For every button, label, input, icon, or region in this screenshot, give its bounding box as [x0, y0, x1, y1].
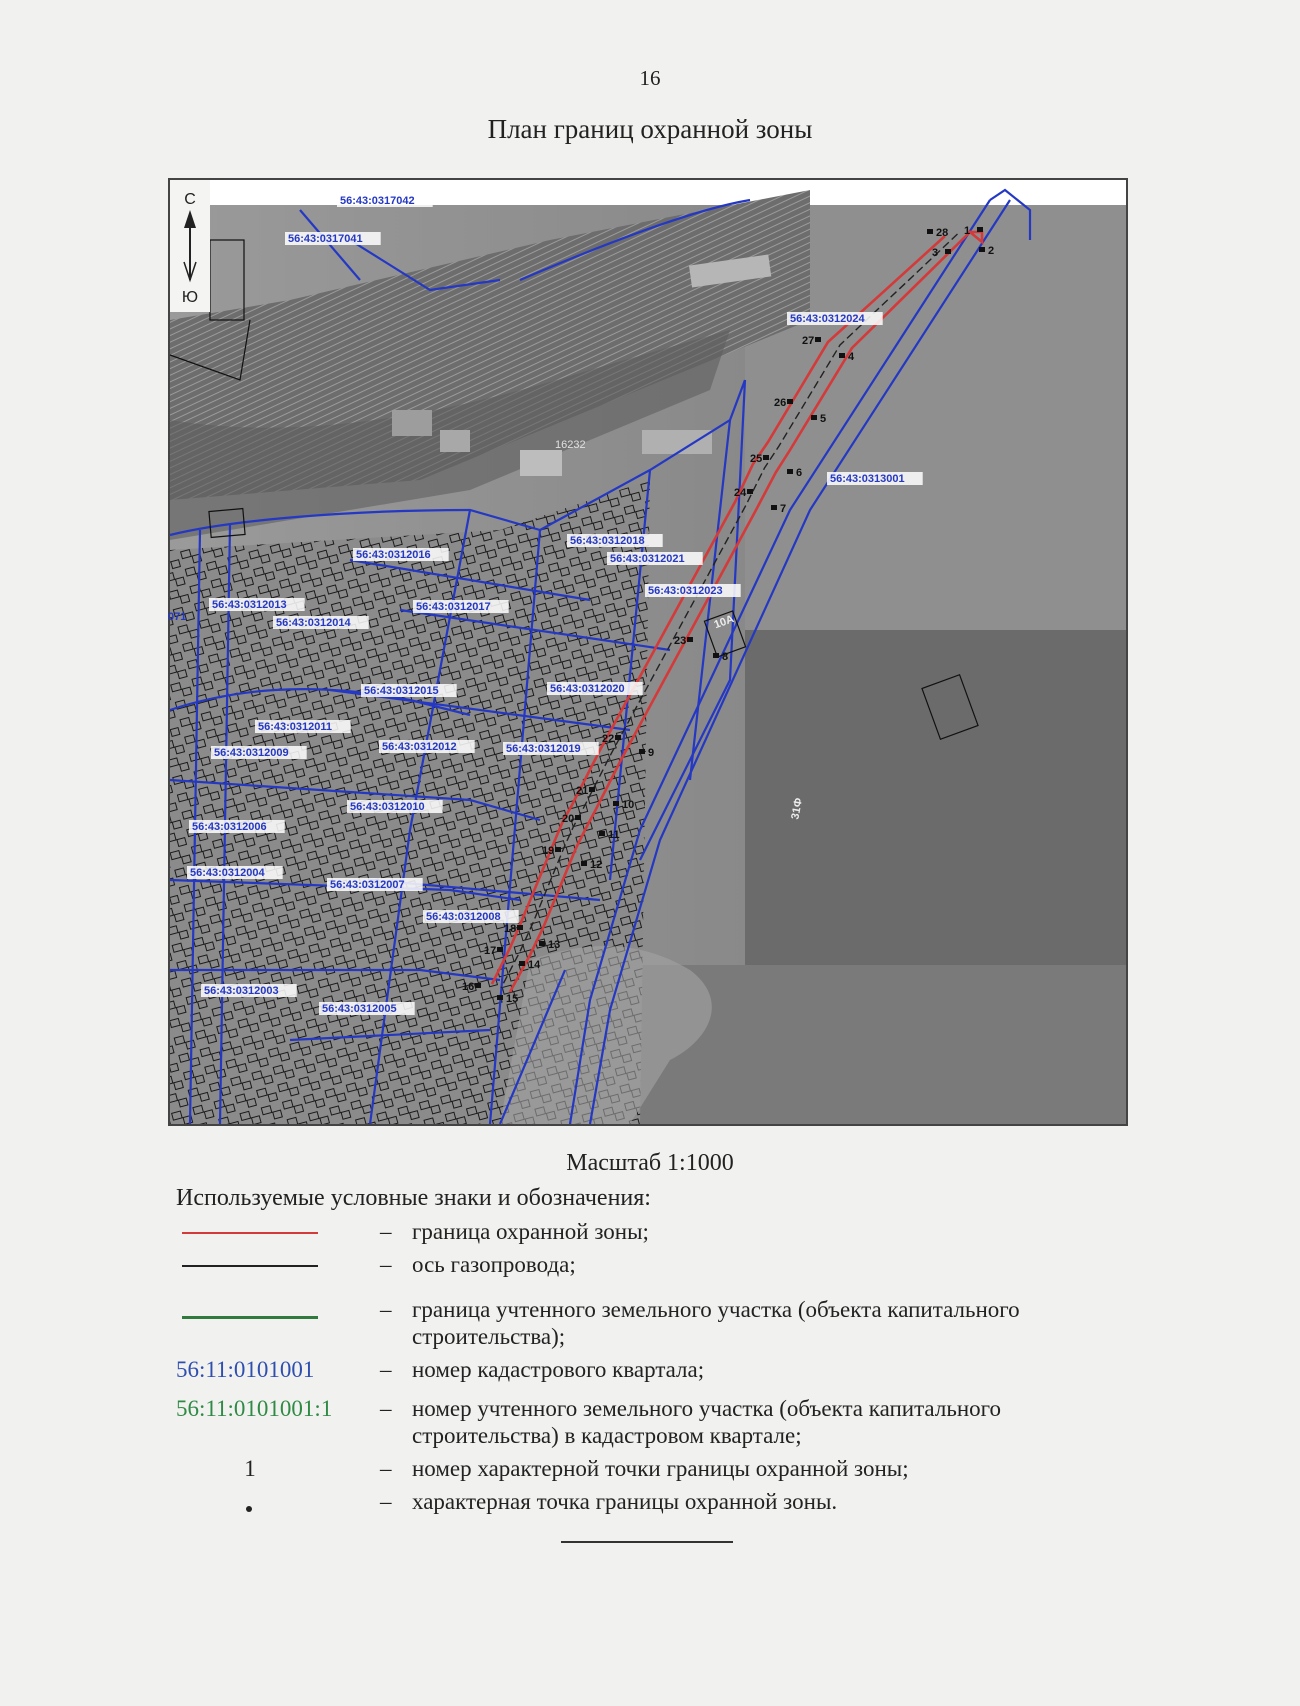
legend-text: граница учтенного земельного участка (объекта капитального строительства);: [412, 1297, 1020, 1349]
zone-point-marker: [747, 489, 753, 494]
legend: [176, 1218, 1096, 1521]
zone-point-label: 10: [622, 799, 635, 811]
zone-point-label: 19: [542, 845, 555, 857]
zone-point-label: 9: [648, 747, 655, 759]
quarter-label: 56:43:0312004: [190, 867, 265, 879]
quarter-label: 56:43:0312005: [322, 1003, 397, 1015]
zone-point-label: 27: [802, 335, 815, 347]
zone-point-label: 16: [462, 981, 475, 993]
green-number-symbol: 56:11:0101001:1: [176, 1396, 333, 1421]
zone-point-marker: [713, 653, 719, 658]
legend-title: Используемые условные знаки и обозначения:: [176, 1185, 651, 1211]
zone-point-label: 7: [780, 503, 787, 515]
zone-point-marker: [927, 229, 933, 234]
zone-point-marker: [581, 861, 587, 866]
quarter-label: 56:43:0312021: [610, 553, 685, 565]
zone-point-marker: [763, 455, 769, 460]
zone-point-marker: [787, 469, 793, 474]
zone-point-marker: [497, 995, 503, 1000]
zone-point-marker: [977, 227, 983, 232]
zone-point-marker: [687, 637, 693, 642]
zone-point-marker: [613, 801, 619, 806]
legend-item-parcel-boundary: [176, 1296, 1096, 1350]
quarter-label: 56:43:0312003: [204, 985, 279, 997]
legend-item-gas-axis: [176, 1251, 1096, 1278]
image-text: 31Ф: [789, 796, 805, 821]
quarter-label: 56:43:0312007: [330, 879, 405, 891]
zone-point-label: 4: [848, 351, 855, 363]
quarter-label: 56:43:0317041: [288, 233, 363, 245]
quarter-label: 56:43:0312014: [276, 617, 351, 629]
quarter-label: 56:43:0317042: [340, 195, 415, 207]
aerial-imagery: [170, 180, 1126, 1124]
zone-point-label: 26: [774, 397, 787, 409]
quarter-label: 56:43:0312018: [570, 535, 645, 547]
green-line-symbol: [182, 1316, 318, 1319]
legend-dash: –: [380, 1396, 392, 1421]
quarter-label: 56:43:0312024: [790, 313, 865, 325]
end-divider: [561, 1541, 733, 1543]
legend-text: номер характерной точки границы охранной зоны;: [412, 1456, 909, 1481]
quarter-label: 56:43:0312017: [416, 601, 491, 613]
zone-point-label: 5: [820, 413, 827, 425]
legend-item-parcel-number: [176, 1395, 1096, 1449]
zone-point-label: 20: [562, 813, 575, 825]
dot-icon: [246, 1506, 252, 1512]
quarter-label: 56:43:0313001: [830, 473, 905, 485]
plan-title: План границ охранной зоны: [487, 114, 813, 144]
zone-point-label: 23: [674, 635, 687, 647]
zone-point-marker: [811, 415, 817, 420]
image-text: 071: [168, 611, 187, 623]
zone-point-marker: [639, 749, 645, 754]
zone-point-label: 2: [988, 245, 995, 257]
zone-point-marker: [539, 941, 545, 946]
legend-item-point-number: [176, 1455, 1096, 1482]
legend-dash: –: [380, 1252, 392, 1277]
north-arrow: [170, 180, 210, 312]
zone-point-marker: [815, 337, 821, 342]
legend-text: характерная точка границы охранной зоны.: [412, 1489, 838, 1514]
zone-point-label: 21: [576, 785, 589, 797]
legend-dash: –: [380, 1219, 392, 1244]
zone-point-marker: [839, 353, 845, 358]
quarter-label: 56:43:0312012: [382, 741, 457, 753]
zone-point-marker: [497, 947, 503, 952]
legend-text: номер кадастрового квартала;: [412, 1357, 705, 1382]
zone-point-marker: [771, 505, 777, 510]
compass-north-label: С: [184, 191, 196, 208]
zone-point-marker: [787, 399, 793, 404]
legend-dash: –: [380, 1456, 392, 1481]
quarter-label: 56:43:0312016: [356, 549, 431, 561]
legend-text: граница охранной зоны;: [412, 1219, 649, 1244]
zone-point-label: 6: [796, 467, 803, 479]
zone-point-label: 3: [932, 247, 939, 259]
map-canvas[interactable]: [170, 180, 1126, 1124]
legend-text: ось газопровода;: [412, 1252, 576, 1277]
quarter-label: 56:43:0312006: [192, 821, 267, 833]
quarter-label: 56:43:0312011: [258, 721, 333, 733]
point-number-symbol: 1: [244, 1456, 256, 1481]
zone-point-label: 17: [484, 945, 497, 957]
zone-point-marker: [575, 815, 581, 820]
legend-text: номер учтенного земельного участка (объекта капитального строительства) в кадастровом квартале;: [412, 1396, 1001, 1448]
zone-point-marker: [475, 983, 481, 988]
map-frame[interactable]: [168, 178, 1128, 1126]
legend-dash: –: [380, 1489, 392, 1514]
zone-point-marker: [599, 831, 605, 836]
quarter-label: 56:43:0312008: [426, 911, 501, 923]
zone-point-marker: [519, 961, 525, 966]
zone-point-marker: [979, 247, 985, 252]
zone-point-label: 25: [750, 453, 763, 465]
compass-south-label: Ю: [181, 289, 199, 306]
quarter-label: 56:43:0312023: [648, 585, 723, 597]
zone-point-marker: [589, 787, 595, 792]
zone-point-label: 15: [506, 993, 519, 1005]
legend-dash: –: [380, 1297, 392, 1322]
image-text: 16232: [555, 439, 586, 451]
zone-point-label: 24: [734, 487, 747, 499]
quarter-label: 56:43:0312013: [212, 599, 287, 611]
legend-item-point: [176, 1488, 1096, 1515]
zone-point-label: 12: [590, 859, 603, 871]
zone-point-label: 1: [964, 225, 971, 237]
quarter-label: 56:43:0312019: [506, 743, 581, 755]
quarter-label: 56:43:0312009: [214, 747, 289, 759]
legend-item-zone-boundary: [176, 1218, 1096, 1245]
image-text: 10А: [712, 613, 736, 632]
zone-point-label: 22: [602, 733, 615, 745]
map-scale: Масштаб 1:1000: [566, 1150, 734, 1176]
zone-point-marker: [517, 925, 523, 930]
zone-point-label: 11: [608, 829, 620, 841]
quarter-label: 56:43:0312010: [350, 801, 425, 813]
black-line-symbol: [182, 1265, 318, 1267]
zone-point-label: 8: [722, 651, 729, 663]
zone-point-marker: [555, 847, 561, 852]
legend-dash: –: [380, 1357, 392, 1382]
blue-number-symbol: 56:11:0101001: [176, 1357, 315, 1382]
zone-point-marker: [945, 249, 951, 254]
zone-point-label: 13: [548, 939, 561, 951]
zone-point-label: 28: [936, 227, 949, 239]
legend-item-quarter-number: [176, 1356, 1096, 1383]
red-line-symbol: [182, 1232, 318, 1234]
zone-point-label: 18: [504, 923, 517, 935]
quarter-label: 56:43:0312020: [550, 683, 625, 695]
zone-point-label: 14: [528, 959, 541, 971]
page-number: 16: [639, 66, 661, 90]
zone-point-marker: [615, 735, 621, 740]
quarter-label: 56:43:0312015: [364, 685, 439, 697]
